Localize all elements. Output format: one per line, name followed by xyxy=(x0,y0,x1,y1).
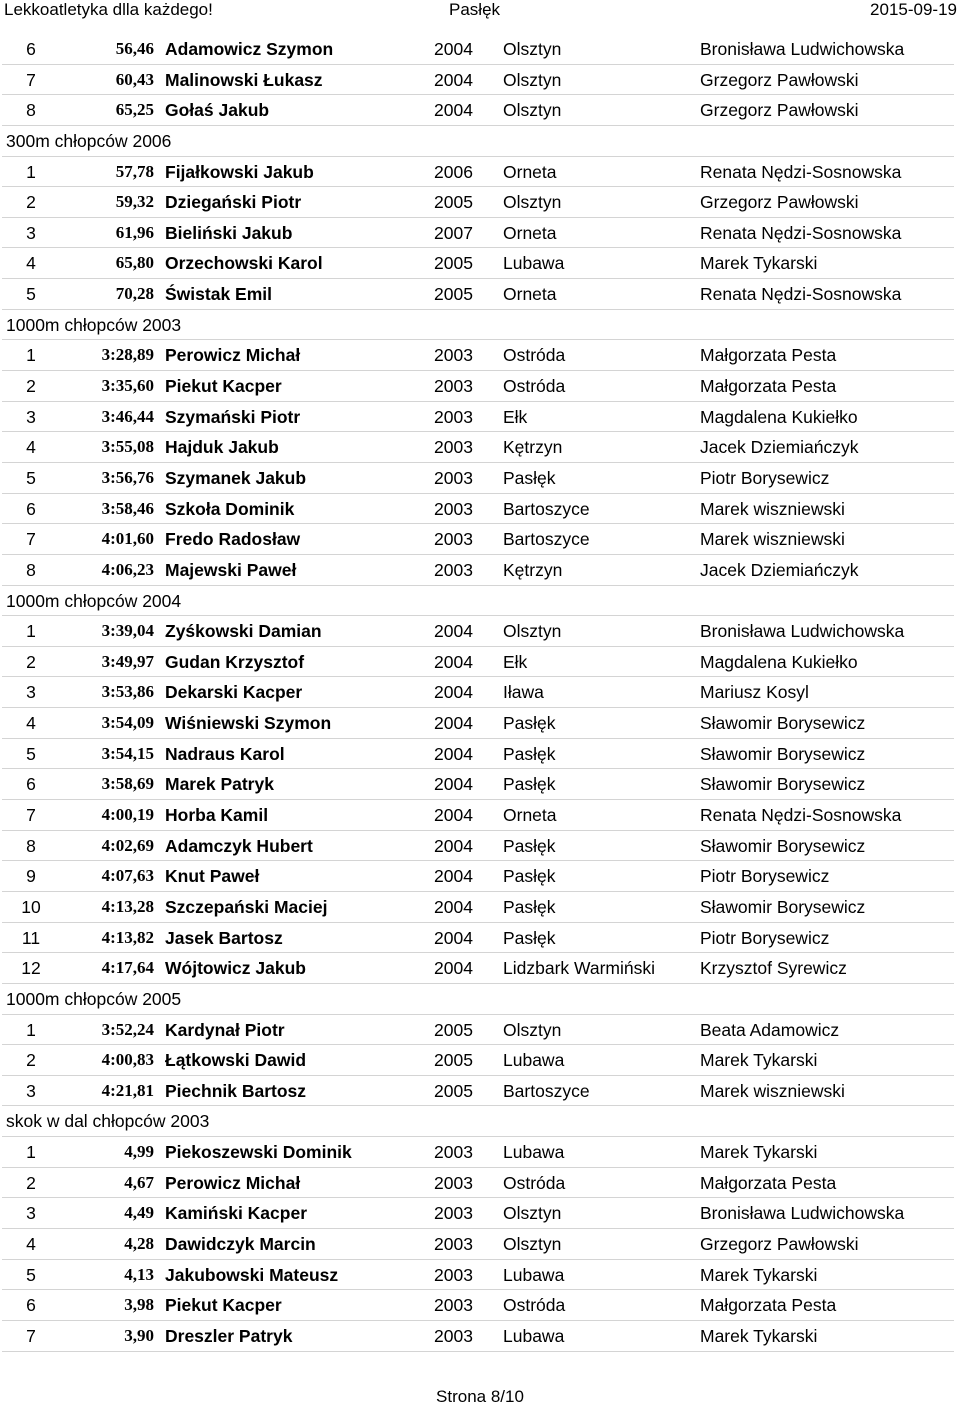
place-cell: 1 xyxy=(26,161,36,182)
coach-cell: Magdalena Kukiełko xyxy=(700,651,858,672)
coach-cell: Grzegorz Pawłowski xyxy=(700,192,859,213)
birth-year-cell: 2004 xyxy=(434,927,473,948)
birth-year-cell: 2004 xyxy=(434,958,473,979)
athlete-name-cell: Dziegański Piotr xyxy=(165,192,302,213)
athlete-name-cell: Świstak Emil xyxy=(165,284,272,305)
section-title: 1000m chłopców 2004 xyxy=(2,586,954,617)
city-cell: Pasłęk xyxy=(503,866,556,887)
result-cell: 4,67 xyxy=(124,1172,154,1192)
athlete-name-cell: Horba Kamil xyxy=(165,805,269,826)
athlete-name-cell: Wiśniewski Szymon xyxy=(165,713,332,734)
place-cell: 8 xyxy=(26,835,36,856)
result-cell: 4,49 xyxy=(124,1203,154,1223)
coach-cell: Sławomir Borysewicz xyxy=(700,713,866,734)
birth-year-cell: 2004 xyxy=(434,69,473,90)
coach-cell: Grzegorz Pawłowski xyxy=(700,1233,859,1254)
table-row xyxy=(2,463,954,494)
athlete-name-cell: Perowicz Michał xyxy=(165,345,301,366)
city-cell: Ełk xyxy=(503,651,528,672)
table-row xyxy=(2,65,954,96)
birth-year-cell: 2003 xyxy=(434,498,473,519)
coach-cell: Bronisława Ludwichowska xyxy=(700,1203,905,1224)
result-cell: 4,13 xyxy=(124,1264,154,1284)
coach-cell: Piotr Borysewicz xyxy=(700,927,830,948)
place-cell: 1 xyxy=(26,1142,36,1163)
coach-cell: Marek Tykarski xyxy=(700,1050,818,1071)
city-cell: Olsztyn xyxy=(503,1019,562,1040)
table-row xyxy=(2,769,954,800)
birth-year-cell: 2003 xyxy=(434,1233,473,1254)
result-cell: 4:17,64 xyxy=(101,958,154,978)
birth-year-cell: 2004 xyxy=(434,835,473,856)
athlete-name-cell: Hajduk Jakub xyxy=(165,437,279,458)
section-title: 300m chłopców 2006 xyxy=(2,126,954,157)
table-row xyxy=(2,187,954,218)
place-cell: 8 xyxy=(26,559,36,580)
coach-cell: Grzegorz Pawłowski xyxy=(700,69,859,90)
table-row xyxy=(2,1168,954,1199)
header-date: 2015-09-19 xyxy=(870,0,957,19)
city-cell: Olsztyn xyxy=(503,69,562,90)
place-cell: 3 xyxy=(26,406,36,427)
birth-year-cell: 2004 xyxy=(434,621,473,642)
birth-year-cell: 2004 xyxy=(434,651,473,672)
result-cell: 4,28 xyxy=(124,1233,154,1253)
city-cell: Bartoszyce xyxy=(503,529,590,550)
coach-cell: Marek Tykarski xyxy=(700,253,818,274)
place-cell: 2 xyxy=(26,1172,36,1193)
table-row xyxy=(2,1076,954,1107)
result-cell: 61,96 xyxy=(115,222,154,242)
result-cell: 3,90 xyxy=(124,1325,154,1345)
result-cell: 57,78 xyxy=(115,161,154,181)
city-cell: Lidzbark Warmiński xyxy=(503,958,656,979)
city-cell: Ostróda xyxy=(503,1172,566,1193)
coach-cell: Renata Nędzi-Sosnowska xyxy=(700,284,902,305)
result-cell: 4:07,63 xyxy=(101,866,154,886)
coach-cell: Marek Tykarski xyxy=(700,1325,818,1346)
athlete-name-cell: Orzechowski Karol xyxy=(165,253,323,274)
section-title: skok w dal chłopców 2003 xyxy=(2,1106,954,1137)
athlete-name-cell: Gołaś Jakub xyxy=(165,100,270,121)
city-cell: Lubawa xyxy=(503,253,565,274)
result-cell: 3:35,60 xyxy=(101,376,154,396)
birth-year-cell: 2004 xyxy=(434,866,473,887)
coach-cell: Bronisława Ludwichowska xyxy=(700,39,905,59)
result-cell: 4:00,19 xyxy=(101,805,154,825)
coach-cell: Sławomir Borysewicz xyxy=(700,835,866,856)
result-cell: 4:01,60 xyxy=(101,529,154,549)
place-cell: 1 xyxy=(26,621,36,642)
city-cell: Pasłęk xyxy=(503,467,556,488)
athlete-name-cell: Jasek Bartosz xyxy=(165,927,283,948)
athlete-name-cell: Gudan Krzysztof xyxy=(165,651,305,672)
result-cell: 3:55,08 xyxy=(101,437,154,457)
result-cell: 4:13,28 xyxy=(101,896,154,916)
athlete-name-cell: Szkoła Dominik xyxy=(165,498,295,519)
city-cell: Kętrzyn xyxy=(503,559,563,580)
birth-year-cell: 2003 xyxy=(434,1142,473,1163)
table-row xyxy=(2,1229,954,1260)
city-cell: Orneta xyxy=(503,805,557,826)
coach-cell: Renata Nędzi-Sosnowska xyxy=(700,222,902,243)
header-location: Pasłęk xyxy=(449,0,501,19)
table-row xyxy=(2,524,954,555)
athlete-name-cell: Szymański Piotr xyxy=(165,406,301,427)
place-cell: 5 xyxy=(26,1264,36,1285)
table-row xyxy=(2,831,954,862)
place-cell: 2 xyxy=(26,651,36,672)
coach-cell: Małgorzata Pesta xyxy=(700,376,837,397)
athlete-name-cell: Szymanek Jakub xyxy=(165,467,307,488)
result-cell: 4:06,23 xyxy=(101,559,154,579)
coach-cell: Sławomir Borysewicz xyxy=(700,743,866,764)
birth-year-cell: 2004 xyxy=(434,713,473,734)
place-cell: 5 xyxy=(26,467,36,488)
coach-cell: Marek Tykarski xyxy=(700,1142,818,1163)
birth-year-cell: 2005 xyxy=(434,1050,473,1071)
table-row xyxy=(2,739,954,770)
section-title: 1000m chłopców 2003 xyxy=(2,310,954,341)
birth-year-cell: 2004 xyxy=(434,100,473,121)
birth-year-cell: 2003 xyxy=(434,1264,473,1285)
result-cell: 3:39,04 xyxy=(101,621,154,641)
table-row xyxy=(2,95,954,126)
city-cell: Orneta xyxy=(503,161,557,182)
birth-year-cell: 2004 xyxy=(434,805,473,826)
birth-year-cell: 2005 xyxy=(434,284,473,305)
place-cell: 4 xyxy=(26,437,36,458)
table-row xyxy=(2,371,954,402)
athlete-name-cell: Zyśkowski Damian xyxy=(165,621,322,642)
birth-year-cell: 2005 xyxy=(434,192,473,213)
place-cell: 3 xyxy=(26,1203,36,1224)
athlete-name-cell: Bieliński Jakub xyxy=(165,222,293,243)
place-cell: 7 xyxy=(26,69,36,90)
birth-year-cell: 2004 xyxy=(434,743,473,764)
athlete-name-cell: Nadraus Karol xyxy=(165,743,285,764)
page-header xyxy=(0,0,960,22)
place-cell: 2 xyxy=(26,192,36,213)
coach-cell: Małgorzata Pesta xyxy=(700,1295,837,1316)
place-cell: 6 xyxy=(26,39,36,59)
birth-year-cell: 2003 xyxy=(434,467,473,488)
table-row xyxy=(2,1321,954,1352)
coach-cell: Marek wiszniewski xyxy=(700,529,845,550)
city-cell: Lubawa xyxy=(503,1050,565,1071)
result-cell: 59,32 xyxy=(115,192,154,212)
table-row xyxy=(2,800,954,831)
athlete-name-cell: Dreszler Patryk xyxy=(165,1325,293,1346)
athlete-name-cell: Dawidczyk Marcin xyxy=(165,1233,316,1254)
place-cell: 2 xyxy=(26,1050,36,1071)
city-cell: Orneta xyxy=(503,284,557,305)
birth-year-cell: 2004 xyxy=(434,39,473,59)
coach-cell: Renata Nędzi-Sosnowska xyxy=(700,161,902,182)
birth-year-cell: 2003 xyxy=(434,559,473,580)
athlete-name-cell: Fredo Radosław xyxy=(165,529,301,550)
athlete-name-cell: Dekarski Kacper xyxy=(165,682,303,703)
birth-year-cell: 2004 xyxy=(434,682,473,703)
table-row xyxy=(2,279,954,310)
city-cell: Bartoszyce xyxy=(503,1080,590,1101)
birth-year-cell: 2005 xyxy=(434,1019,473,1040)
result-cell: 4:13,82 xyxy=(101,927,154,947)
birth-year-cell: 2003 xyxy=(434,406,473,427)
city-cell: Pasłęk xyxy=(503,713,556,734)
place-cell: 9 xyxy=(26,866,36,887)
place-cell: 11 xyxy=(21,927,41,948)
result-cell: 3:28,89 xyxy=(101,345,154,365)
place-cell: 7 xyxy=(26,1325,36,1346)
place-cell: 6 xyxy=(26,1295,36,1316)
place-cell: 6 xyxy=(26,498,36,519)
athlete-name-cell: Adamczyk Hubert xyxy=(165,835,313,856)
athlete-name-cell: Wójtowicz Jakub xyxy=(165,958,306,979)
result-cell: 56,46 xyxy=(115,39,154,58)
results-table xyxy=(2,34,954,1352)
table-row xyxy=(2,432,954,463)
athlete-name-cell: Knut Paweł xyxy=(165,866,260,887)
coach-cell: Piotr Borysewicz xyxy=(700,467,830,488)
table-row xyxy=(2,677,954,708)
place-cell: 5 xyxy=(26,743,36,764)
city-cell: Olsztyn xyxy=(503,100,562,121)
coach-cell: Sławomir Borysewicz xyxy=(700,774,866,795)
result-cell: 3:53,86 xyxy=(101,682,154,702)
city-cell: Olsztyn xyxy=(503,192,562,213)
result-cell: 4:21,81 xyxy=(101,1080,154,1100)
coach-cell: Marek wiszniewski xyxy=(700,498,845,519)
coach-cell: Magdalena Kukiełko xyxy=(700,406,858,427)
table-row xyxy=(2,248,954,279)
result-cell: 3:52,24 xyxy=(101,1019,154,1039)
table-row xyxy=(2,157,954,188)
table-row xyxy=(2,708,954,739)
city-cell: Ełk xyxy=(503,406,528,427)
coach-cell: Mariusz Kosyl xyxy=(700,682,809,703)
coach-cell: Sławomir Borysewicz xyxy=(700,896,866,917)
table-row xyxy=(2,1045,954,1076)
birth-year-cell: 2005 xyxy=(434,1080,473,1101)
birth-year-cell: 2003 xyxy=(434,345,473,366)
athlete-name-cell: Fijałkowski Jakub xyxy=(165,161,314,182)
city-cell: Bartoszyce xyxy=(503,498,590,519)
result-cell: 3:58,69 xyxy=(101,774,154,794)
place-cell: 7 xyxy=(26,529,36,550)
result-cell: 3:54,09 xyxy=(101,713,154,733)
athlete-name-cell: Adamowicz Szymon xyxy=(165,39,334,59)
city-cell: Orneta xyxy=(503,222,557,243)
city-cell: Olsztyn xyxy=(503,39,562,59)
city-cell: Kętrzyn xyxy=(503,437,563,458)
athlete-name-cell: Piekoszewski Dominik xyxy=(165,1142,352,1163)
page-number: Strona 8/10 xyxy=(436,1387,524,1406)
header-title: Lekkoatletyka dlla każdego! xyxy=(4,0,213,19)
table-row xyxy=(2,1198,954,1229)
table-row xyxy=(2,1260,954,1291)
result-cell: 70,28 xyxy=(115,284,154,304)
place-cell: 1 xyxy=(26,345,36,366)
coach-cell: Jacek Dziemiańczyk xyxy=(700,559,859,580)
place-cell: 4 xyxy=(26,1233,36,1254)
athlete-name-cell: Perowicz Michał xyxy=(165,1172,301,1193)
city-cell: Pasłęk xyxy=(503,927,556,948)
coach-cell: Jacek Dziemiańczyk xyxy=(700,437,859,458)
place-cell: 5 xyxy=(26,284,36,305)
birth-year-cell: 2003 xyxy=(434,1203,473,1224)
city-cell: Iława xyxy=(503,682,544,703)
birth-year-cell: 2003 xyxy=(434,529,473,550)
coach-cell: Bronisława Ludwichowska xyxy=(700,621,905,642)
birth-year-cell: 2003 xyxy=(434,1172,473,1193)
city-cell: Olsztyn xyxy=(503,1203,562,1224)
birth-year-cell: 2003 xyxy=(434,1295,473,1316)
result-cell: 3:49,97 xyxy=(101,651,154,671)
table-row xyxy=(2,923,954,954)
place-cell: 10 xyxy=(21,896,41,917)
result-cell: 65,25 xyxy=(115,100,154,120)
city-cell: Olsztyn xyxy=(503,1233,562,1254)
place-cell: 8 xyxy=(26,100,36,121)
coach-cell: Marek Tykarski xyxy=(700,1264,818,1285)
result-cell: 4:00,83 xyxy=(101,1050,154,1070)
athlete-name-cell: Piekut Kacper xyxy=(165,1295,282,1316)
coach-cell: Małgorzata Pesta xyxy=(700,1172,837,1193)
athlete-name-cell: Piekut Kacper xyxy=(165,376,282,397)
birth-year-cell: 2004 xyxy=(434,774,473,795)
city-cell: Pasłęk xyxy=(503,774,556,795)
athlete-name-cell: Kardynał Piotr xyxy=(165,1019,285,1040)
city-cell: Ostróda xyxy=(503,345,566,366)
table-row xyxy=(2,861,954,892)
city-cell: Pasłęk xyxy=(503,743,556,764)
birth-year-cell: 2004 xyxy=(434,896,473,917)
result-cell: 4:02,69 xyxy=(101,835,154,855)
athlete-name-cell: Łątkowski Dawid xyxy=(165,1050,307,1071)
place-cell: 4 xyxy=(26,713,36,734)
place-cell: 2 xyxy=(26,376,36,397)
city-cell: Lubawa xyxy=(503,1142,565,1163)
coach-cell: Grzegorz Pawłowski xyxy=(700,100,859,121)
result-cell: 60,43 xyxy=(115,69,154,89)
coach-cell: Beata Adamowicz xyxy=(700,1019,840,1040)
result-cell: 3,98 xyxy=(124,1295,154,1315)
place-cell: 3 xyxy=(26,222,36,243)
birth-year-cell: 2005 xyxy=(434,253,473,274)
table-row xyxy=(2,892,954,923)
athlete-name-cell: Piechnik Bartosz xyxy=(165,1080,307,1101)
birth-year-cell: 2003 xyxy=(434,1325,473,1346)
athlete-name-cell: Szczepański Maciej xyxy=(165,896,328,917)
athlete-name-cell: Jakubowski Mateusz xyxy=(165,1264,339,1285)
result-cell: 3:56,76 xyxy=(101,467,154,487)
city-cell: Pasłęk xyxy=(503,896,556,917)
athlete-name-cell: Kamiński Kacper xyxy=(165,1203,308,1224)
athlete-name-cell: Marek Patryk xyxy=(165,774,274,795)
table-row xyxy=(2,1290,954,1321)
table-row xyxy=(2,340,954,371)
table-row xyxy=(2,1137,954,1168)
city-cell: Lubawa xyxy=(503,1325,565,1346)
table-row xyxy=(2,494,954,525)
place-cell: 4 xyxy=(26,253,36,274)
birth-year-cell: 2003 xyxy=(434,437,473,458)
city-cell: Ostróda xyxy=(503,1295,566,1316)
birth-year-cell: 2003 xyxy=(434,376,473,397)
result-cell: 3:54,15 xyxy=(101,743,154,763)
birth-year-cell: 2006 xyxy=(434,161,473,182)
coach-cell: Piotr Borysewicz xyxy=(700,866,830,887)
table-row xyxy=(2,555,954,586)
result-cell: 65,80 xyxy=(115,253,154,273)
city-cell: Pasłęk xyxy=(503,835,556,856)
athlete-name-cell: Malinowski Łukasz xyxy=(165,69,323,90)
birth-year-cell: 2007 xyxy=(434,222,473,243)
table-row xyxy=(2,218,954,249)
coach-cell: Małgorzata Pesta xyxy=(700,345,837,366)
place-cell: 12 xyxy=(21,958,41,979)
coach-cell: Krzysztof Syrewicz xyxy=(700,958,847,979)
city-cell: Lubawa xyxy=(503,1264,565,1285)
coach-cell: Marek wiszniewski xyxy=(700,1080,845,1101)
place-cell: 3 xyxy=(26,1080,36,1101)
section-title: 1000m chłopców 2005 xyxy=(2,984,954,1015)
table-row xyxy=(2,647,954,678)
table-row xyxy=(2,402,954,433)
table-row xyxy=(2,34,954,65)
result-cell: 4,99 xyxy=(124,1142,154,1162)
coach-cell: Renata Nędzi-Sosnowska xyxy=(700,805,902,826)
place-cell: 3 xyxy=(26,682,36,703)
table-row xyxy=(2,953,954,984)
place-cell: 1 xyxy=(26,1019,36,1040)
result-cell: 3:58,46 xyxy=(101,498,154,518)
city-cell: Olsztyn xyxy=(503,621,562,642)
place-cell: 7 xyxy=(26,805,36,826)
athlete-name-cell: Majewski Paweł xyxy=(165,559,297,580)
city-cell: Ostróda xyxy=(503,376,566,397)
table-row xyxy=(2,616,954,647)
table-row xyxy=(2,1015,954,1046)
place-cell: 6 xyxy=(26,774,36,795)
result-cell: 3:46,44 xyxy=(101,406,154,426)
